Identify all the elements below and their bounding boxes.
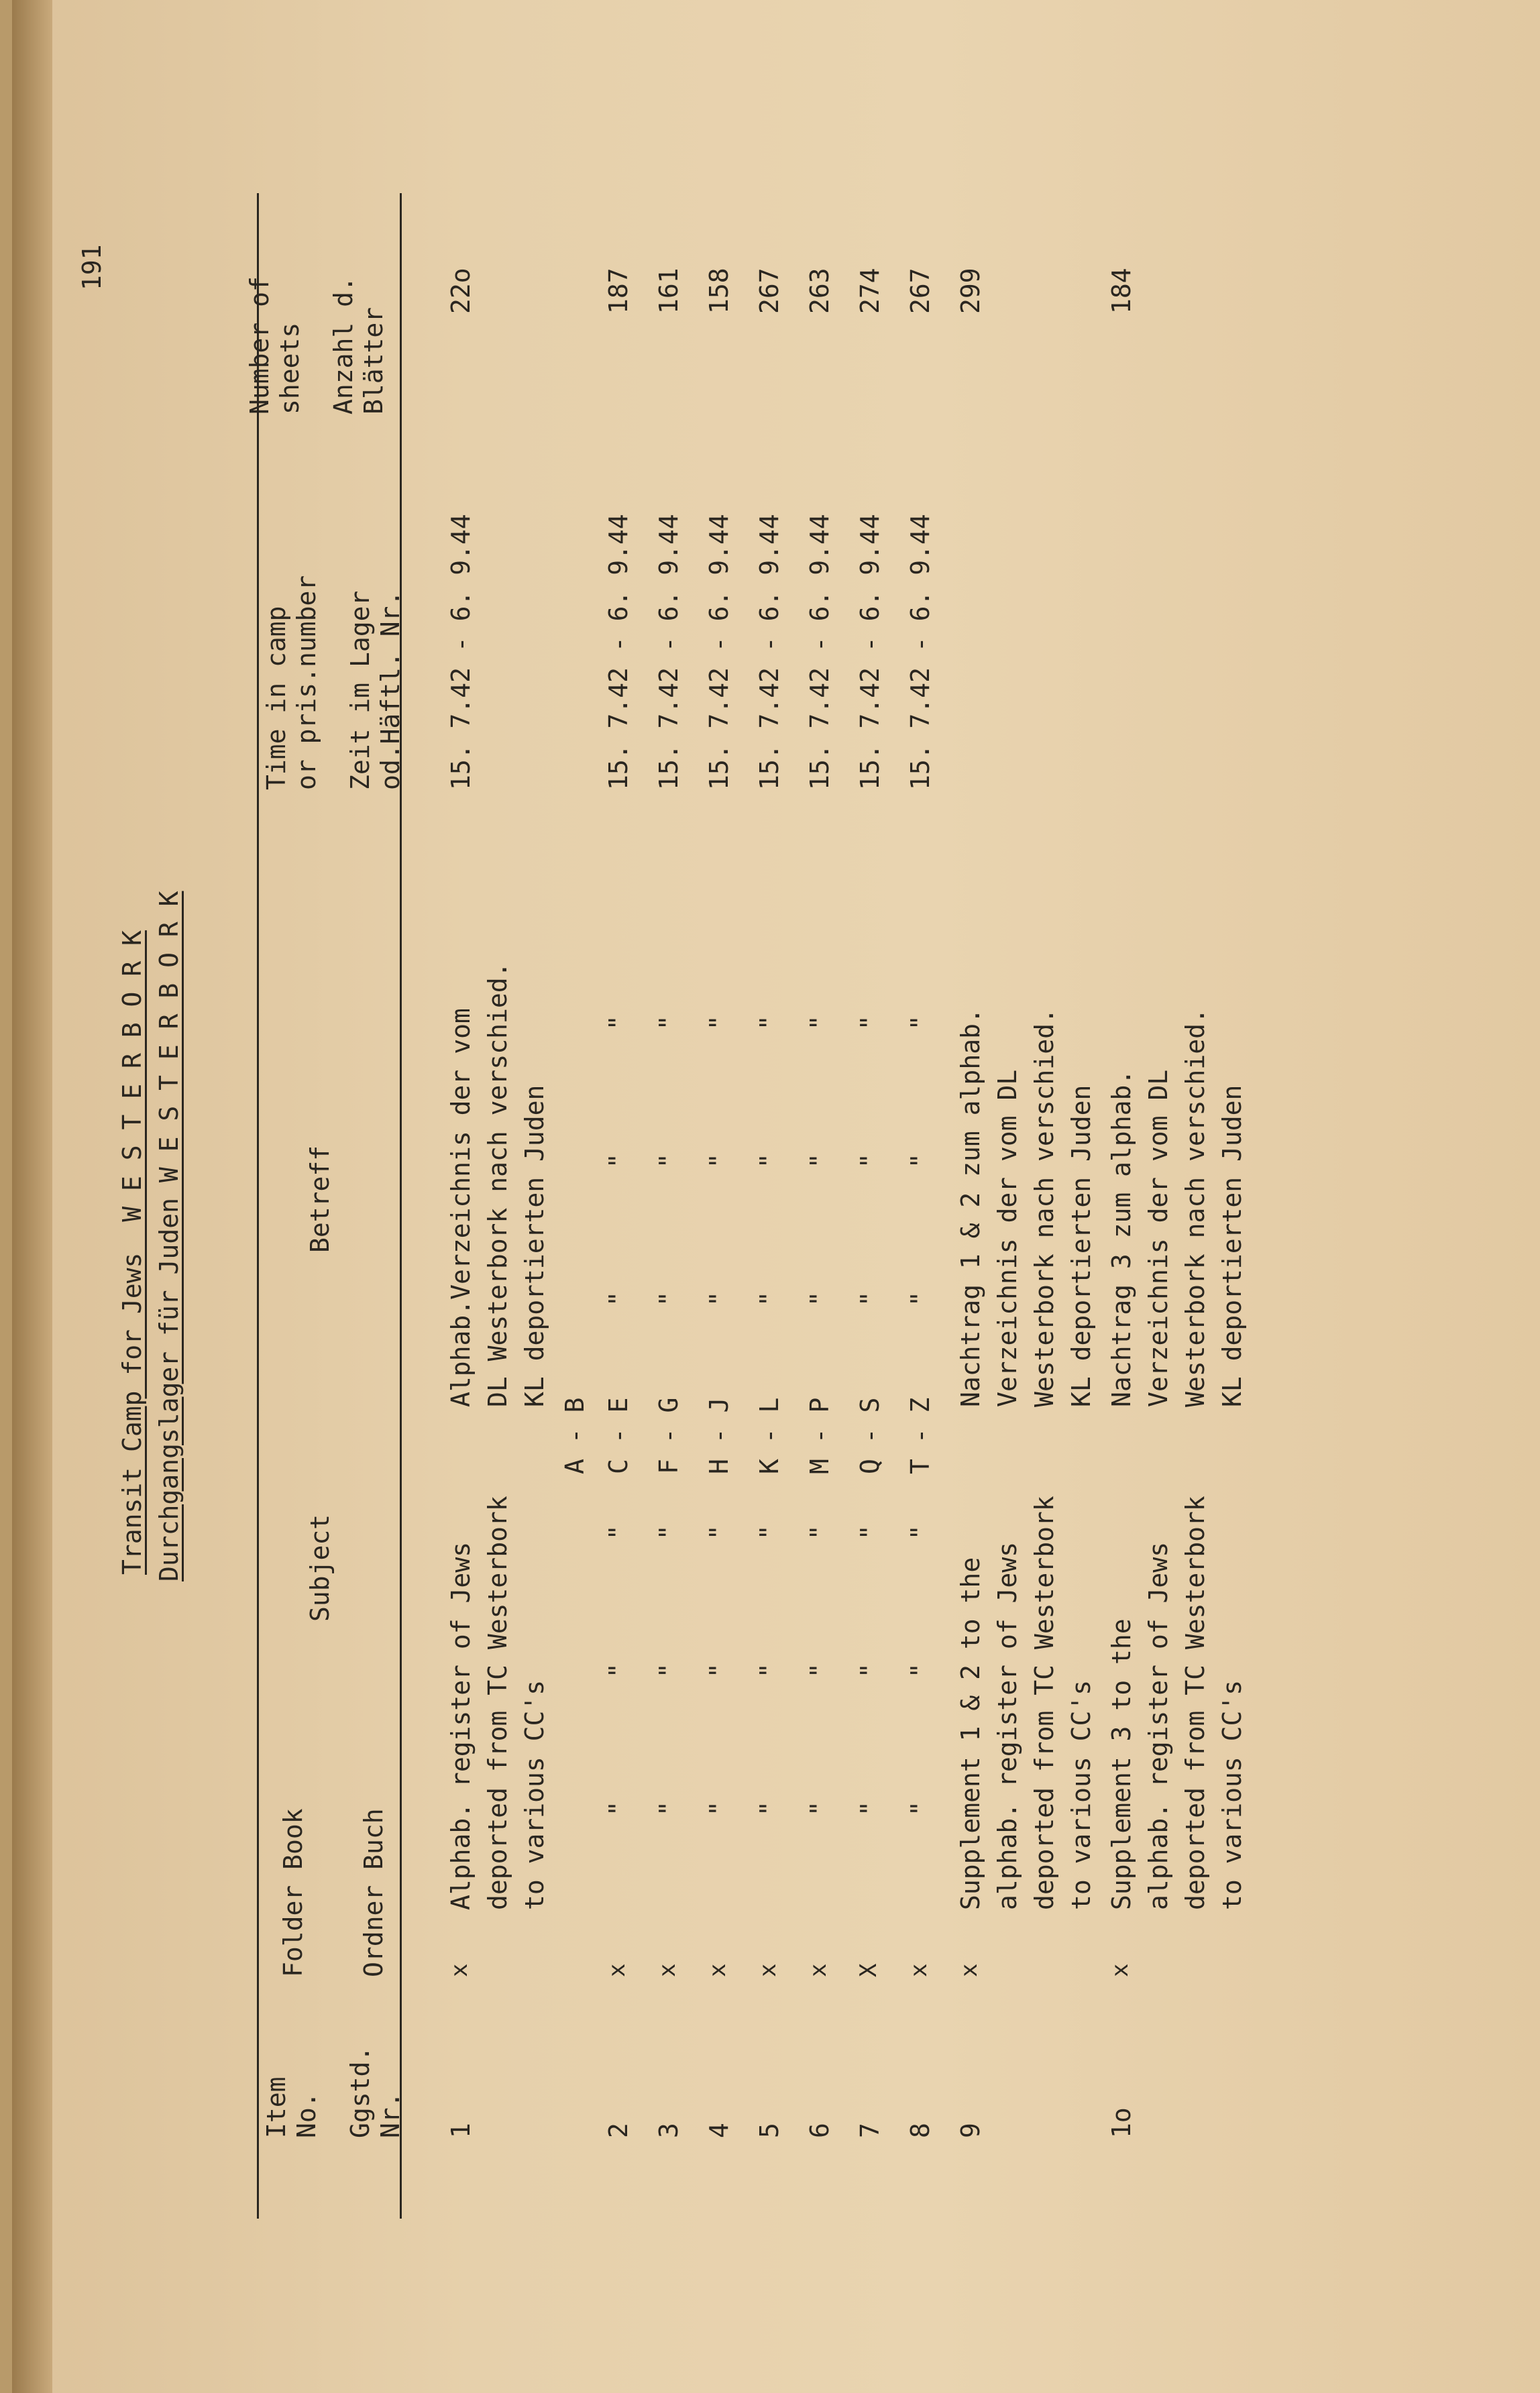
row-subject-line: alphab. register of Jews: [1144, 1541, 1173, 1910]
row-mark: X: [855, 1963, 882, 1977]
row-mark: x: [755, 1963, 781, 1977]
header-sheets-de-2: Blätter: [359, 307, 388, 414]
header-time-de-1: Zeit im Lager: [345, 590, 375, 790]
row-number: 5: [755, 2123, 784, 2138]
row-mark: x: [805, 1963, 832, 1977]
row-number: 6: [805, 2123, 834, 2138]
row-ditto: " " ": [905, 1524, 935, 1816]
row-ditto: " " ": [755, 1015, 784, 1306]
row-letter-range: T - Z: [905, 1397, 935, 1474]
row-betreff-line: KL deportierten Juden: [1066, 1084, 1096, 1407]
row-subject-line: to various CC's: [1217, 1679, 1247, 1910]
row-number: 9: [956, 2123, 985, 2138]
row-number: 4: [704, 2123, 734, 2138]
row-letter-range: F - G: [654, 1397, 683, 1474]
rotated-sheet: [12, 0, 1540, 2393]
row-subject-line: Alphab. register of Jews: [446, 1541, 476, 1910]
row-subject-line: Supplement 3 to the: [1107, 1618, 1136, 1910]
row-subject-line: Supplement 1 & 2 to the: [956, 1557, 985, 1910]
header-time-en-1: Time in camp: [262, 606, 291, 790]
header-item-de: Ggstd.: [345, 2046, 375, 2138]
row-letter-range: A - B: [560, 1397, 590, 1474]
row-letter-range: Q - S: [855, 1397, 885, 1474]
row-betreff-line: Nachtrag 1 & 2 zum alphab.: [956, 1008, 985, 1407]
row-betreff-line: Alphab.Verzeichnis der vom: [446, 1008, 476, 1407]
page-number: 191: [77, 244, 107, 290]
row-betreff-line: Verzeichnis der vom DL: [993, 1069, 1022, 1407]
row-ditto: " " ": [805, 1015, 834, 1306]
row-subject-line: deported from TC Westerbork: [483, 1496, 512, 1910]
row-ditto: " " ": [755, 1524, 784, 1816]
row-sheets: 267: [905, 268, 935, 314]
row-sheets: 263: [805, 268, 834, 314]
header-no-en: No.: [292, 2092, 321, 2138]
header-time-en-2: or pris.number: [292, 575, 321, 790]
row-ditto: " " ": [604, 1524, 633, 1816]
row-ditto: " " ": [654, 1015, 683, 1306]
header-top-rule: [257, 193, 259, 2219]
row-mark: x: [905, 1963, 932, 1977]
row-sheets: 161: [654, 268, 683, 314]
row-sheets: 274: [855, 268, 885, 314]
document-page: [12, 0, 1540, 2393]
row-ditto: " " ": [604, 1015, 633, 1306]
row-betreff-line: KL deportierten Juden: [520, 1084, 549, 1407]
row-betreff-line: Westerbork nach verschied.: [1180, 1008, 1210, 1407]
row-time: 15. 7.42 - 6. 9.44: [604, 514, 633, 790]
row-sheets: 267: [755, 268, 784, 314]
header-sheets-en-1: Number of: [245, 276, 274, 414]
row-letter-range: C - E: [604, 1397, 633, 1474]
row-ditto: " " ": [654, 1524, 683, 1816]
row-subject-line: deported from TC Westerbork: [1180, 1496, 1210, 1910]
row-number: 1o: [1107, 2107, 1136, 2138]
header-folder-de: Ordner Buch: [359, 1808, 388, 1977]
row-sheets: 22o: [446, 268, 476, 314]
row-number: 3: [654, 2123, 683, 2138]
row-mark: x: [956, 1963, 983, 1977]
row-betreff-line: DL Westerbork nach verschied.: [483, 962, 512, 1407]
row-subject-line: alphab. register of Jews: [993, 1541, 1022, 1910]
row-ditto: " " ": [855, 1524, 885, 1816]
row-number: 7: [855, 2123, 885, 2138]
row-time: 15. 7.42 - 6. 9.44: [905, 514, 935, 790]
row-number: 8: [905, 2123, 935, 2138]
row-sheets: 299: [956, 268, 985, 314]
header-betreff: Betreff: [305, 1145, 335, 1253]
row-sheets: 158: [704, 268, 734, 314]
header-item-en: Item: [262, 2076, 291, 2138]
row-ditto: " " ": [805, 1524, 834, 1816]
header-folder-en: Folder Book: [278, 1808, 308, 1977]
row-mark: x: [654, 1963, 681, 1977]
row-subject-line: to various CC's: [520, 1679, 549, 1910]
row-time: 15. 7.42 - 6. 9.44: [654, 514, 683, 790]
row-letter-range: K - L: [755, 1397, 784, 1474]
row-ditto: " " ": [855, 1015, 885, 1306]
row-sheets: 187: [604, 268, 633, 314]
header-sheets-de-1: Anzahl d.: [329, 276, 358, 414]
row-time: 15. 7.42 - 6. 9.44: [855, 514, 885, 790]
row-ditto: " " ": [704, 1015, 734, 1306]
header-no-de: Nr.: [376, 2092, 405, 2138]
row-mark: x: [446, 1963, 473, 1977]
row-ditto: " " ": [704, 1524, 734, 1816]
row-time: 15. 7.42 - 6. 9.44: [805, 514, 834, 790]
row-mark: x: [604, 1963, 630, 1977]
row-mark: x: [704, 1963, 731, 1977]
row-sheets: 184: [1107, 268, 1136, 314]
row-betreff-line: KL deportierten Juden: [1217, 1084, 1247, 1407]
row-time: 15. 7.42 - 6. 9.44: [755, 514, 784, 790]
row-betreff-line: Nachtrag 3 zum alphab.: [1107, 1069, 1136, 1407]
row-letter-range: H - J: [704, 1397, 734, 1474]
row-letter-range: M - P: [805, 1397, 834, 1474]
header-bottom-rule: [400, 193, 402, 2219]
row-subject-line: deported from TC Westerbork: [1030, 1496, 1059, 1910]
row-time: 15. 7.42 - 6. 9.44: [704, 514, 734, 790]
row-betreff-line: Verzeichnis der vom DL: [1144, 1069, 1173, 1407]
header-subject: Subject: [305, 1514, 335, 1622]
row-mark: x: [1107, 1963, 1134, 1977]
title-german: Durchgangslager für Juden W E S T E R B O R K: [154, 891, 184, 1581]
title-english: Transit Camp for Jews W E S T E R B O R K: [117, 930, 147, 1575]
row-betreff-line: Westerbork nach verschied.: [1030, 1008, 1059, 1407]
row-ditto: " " ": [905, 1015, 935, 1306]
row-number: 2: [604, 2123, 633, 2138]
row-subject-line: to various CC's: [1066, 1679, 1096, 1910]
header-sheets-en-2: sheets: [275, 322, 305, 414]
row-time: 15. 7.42 - 6. 9.44: [446, 514, 476, 790]
row-number: 1: [446, 2123, 476, 2138]
header-time-de-2: od.Häftl. Nr.: [376, 590, 405, 790]
